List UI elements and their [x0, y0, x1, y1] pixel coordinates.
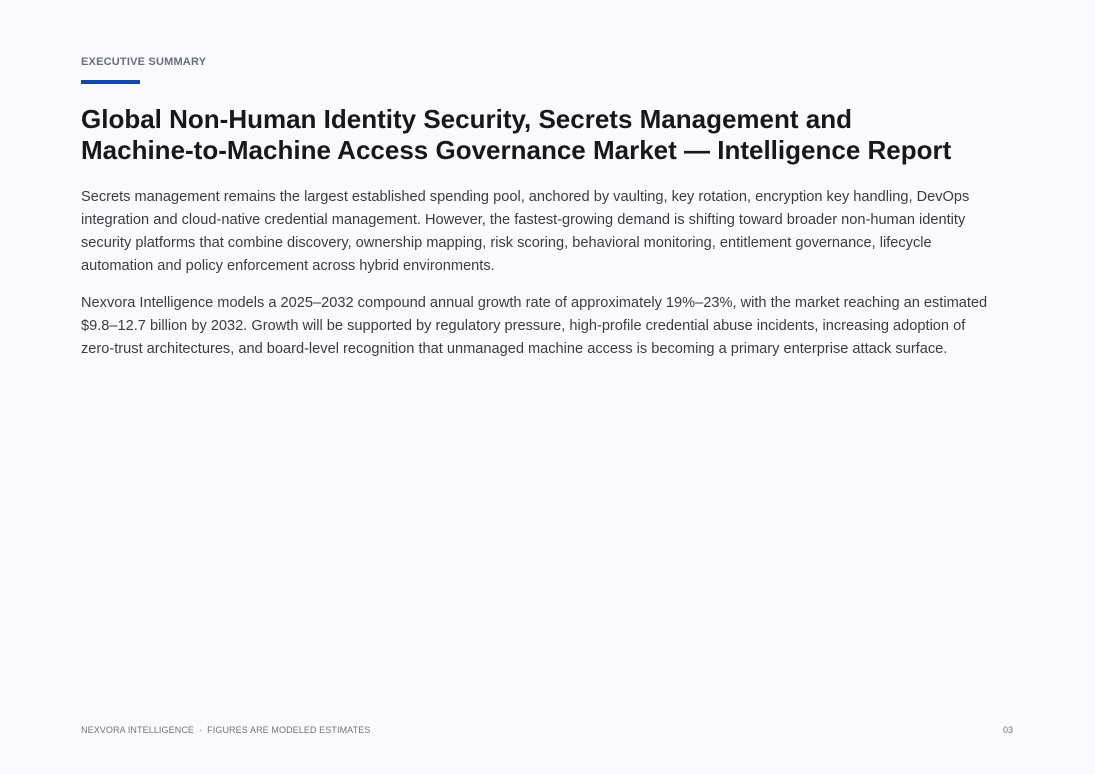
page-title — [81, 104, 1013, 166]
section-eyebrow: EXECUTIVE SUMMARY — [81, 56, 207, 68]
accent-bar — [81, 80, 140, 84]
footer-disclaimer: FIGURES ARE MODELED ESTIMATES — [207, 725, 371, 735]
page-title-line-1: Global Non-Human Identity Security, Secrets Management and — [81, 104, 852, 134]
report-page — [81, 0, 1013, 774]
footer-note — [81, 725, 370, 735]
summary-body — [81, 186, 996, 375]
page-title-line-2: Machine-to-Machine Access Governance Market — Intelligence Report — [81, 135, 952, 165]
footer-brand: NEXVORA INTELLIGENCE — [81, 725, 195, 735]
footer-separator: · — [199, 725, 203, 735]
summary-paragraph-2: Nexvora Intelligence models a 2025–2032 compound annual growth rate of approximately 19%–23%, with the market reaching an estimated $9.8–12.7 billion by 2032. Growth will be supported by regulatory pressure, high-profile credential abuse incidents, increasing adoption of zero-trust architectures, and board-level recognition that unmanaged machine access is becoming a primary enterprise attack surface. — [81, 295, 988, 357]
summary-paragraph-1: Secrets management remains the largest established spending pool, anchored by vaulting, key rotation, encryption key handling, DevOps integration and cloud-native credential management. However, the fastest-growing demand is shifting toward broader non-human identity security platforms that combine discovery, ownership mapping, risk scoring, behavioral monitoring, entitlement governance, lifecycle automation and policy enforcement across hybrid environments. — [81, 189, 970, 274]
page-number: 03 — [1002, 725, 1013, 735]
